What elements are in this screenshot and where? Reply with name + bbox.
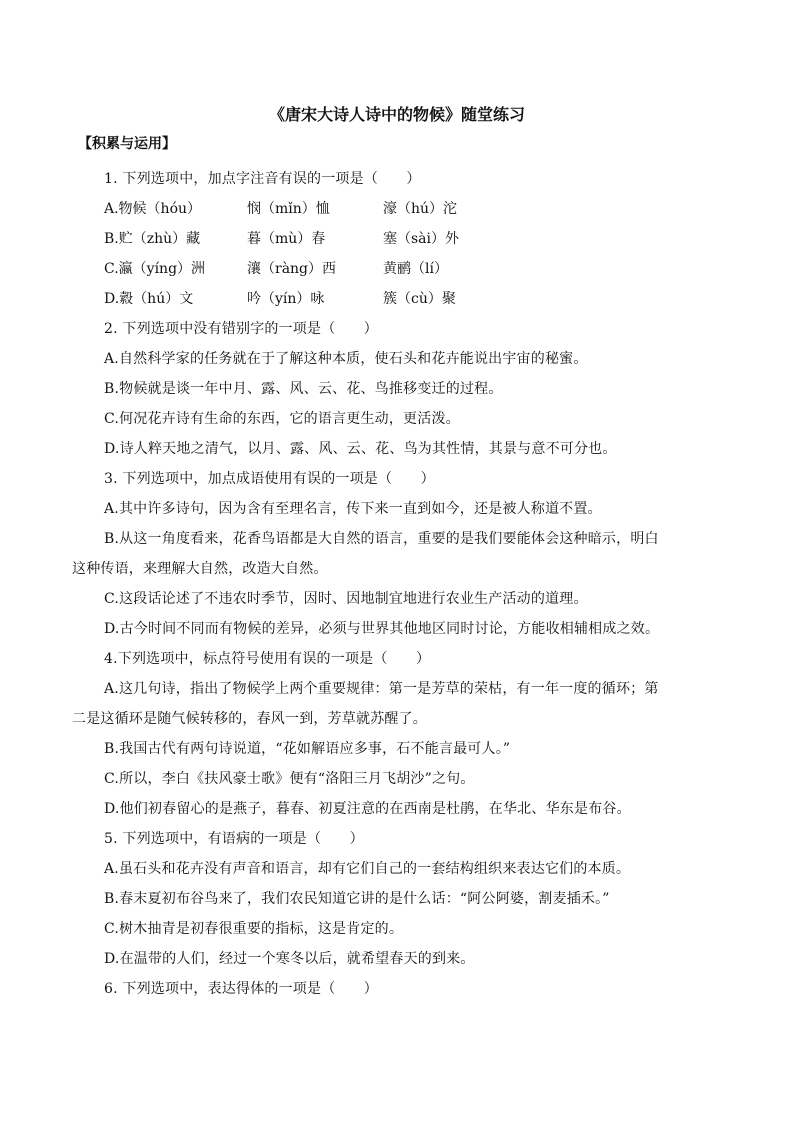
q1-option-d-item-1: D.縠（hú）文 xyxy=(104,291,194,307)
question-6-stem: 6. 下列选项中，表达得体的一项是（ ） xyxy=(104,981,379,997)
q1-option-b-item-2: 暮（mù）春 xyxy=(247,231,326,247)
question-1-row-d xyxy=(72,284,736,314)
section-heading: 【积累与运用】 xyxy=(78,136,176,152)
question-3-option-b-line-1: B.从这一角度看来，花香鸟语都是大自然的语言，重要的是我们要能体会这种暗示，明白 xyxy=(104,531,659,547)
question-4-option-a-line-1: A.这几句诗，指出了物候学上两个重要规律：第一是芳草的荣枯，有一年一度的循环；第 xyxy=(104,681,659,697)
page-title: 《唐宋大诗人诗中的物候》随堂练习 xyxy=(268,105,525,124)
q1-option-a-item-3: 濠（hú）沱 xyxy=(383,201,458,217)
question-5-option-a: A.虽石头和花卉没有声音和语言，却有它们自己的一套结构组织来表达它们的本质。 xyxy=(104,861,631,877)
q1-option-c-item-3: 黄鹂（lí） xyxy=(383,261,448,277)
question-1-stem: 1. 下列选项中，加点字注音有误的一项是（ ） xyxy=(104,171,421,187)
question-4-option-b: B.我国古代有两句诗说道，“花如解语应多事，石不能言最可人。” xyxy=(104,741,511,757)
question-2-option-b: B.物候就是谈一年中月、露、风、云、花、鸟推移变迁的过程。 xyxy=(104,381,503,397)
q1-option-c-item-1: C.瀛（yíng）洲 xyxy=(104,261,206,277)
q1-option-b-item-3: 塞（sài）外 xyxy=(383,231,460,247)
question-1-row-c xyxy=(72,254,736,284)
q1-option-c-item-2: 瀼（ràng）西 xyxy=(247,261,337,277)
question-5-option-c: C.树木抽青是初春很重要的指标，这是肯定的。 xyxy=(104,921,404,937)
q1-option-d-item-2: 吟（yín）咏 xyxy=(247,291,325,307)
question-2-option-a: A.自然科学家的任务就在于了解这种本质，使石头和花卉能说出宇宙的秘蜜。 xyxy=(104,351,588,367)
question-5-option-d: D.在温带的人们，经过一个寒冬以后，就希望春天的到来。 xyxy=(104,951,475,967)
q1-option-b-item-1: B.贮（zhù）藏 xyxy=(104,231,201,247)
question-4-option-d: D.他们初春留心的是燕子，暮春、初夏注意的在西南是杜鹃，在华北、华东是布谷。 xyxy=(104,801,631,817)
question-3-stem: 3. 下列选项中，加点成语使用有误的一项是（ ） xyxy=(104,471,435,487)
question-1-row-a xyxy=(72,194,736,224)
question-3-option-c: C.这段话论述了不违农时季节，因时、因地制宜地进行农业生产活动的道理。 xyxy=(104,591,588,607)
question-3-option-d: D.古今时间不同而有物候的差异，必须与世界其他地区同时讨论，方能收相辅相成之效。 xyxy=(104,621,660,637)
question-2-option-d: D.诗人粹天地之清气，以月、露、风、云、花、鸟为其性情，其景与意不可分也。 xyxy=(104,441,617,457)
question-4-option-a-line-2: 二是这循环是随气候转移的，春风一到，芳草就苏醒了。 xyxy=(72,711,427,727)
question-list xyxy=(72,164,736,1004)
question-4-stem: 4.下列选项中，标点符号使用有误的一项是（ ） xyxy=(104,651,431,667)
question-2-option-c: C.何况花卉诗有生命的东西，它的语言更生动，更活泼。 xyxy=(104,411,460,427)
question-3-option-a: A.其中许多诗句，因为含有至理名言，传下来一直到如今，还是被人称道不置。 xyxy=(104,501,602,517)
question-2-stem: 2. 下列选项中没有错别字的一项是（ ） xyxy=(104,321,379,337)
question-1-row-b xyxy=(72,224,736,254)
q1-option-a-item-1: A.物候（hóu） xyxy=(104,201,202,217)
question-5-stem: 5. 下列选项中，有语病的一项是（ ） xyxy=(104,831,364,847)
q1-option-d-item-3: 簇（cù）聚 xyxy=(383,291,456,307)
question-3-option-b-line-2: 这种传语，来理解大自然，改造大自然。 xyxy=(72,561,328,577)
question-5-option-b: B.春末夏初布谷鸟来了，我们农民知道它讲的是什么话：“阿公阿婆，割麦插禾。” xyxy=(104,891,610,907)
question-4-option-c: C.所以，李白《扶风豪士歌》便有“洛阳三月飞胡沙”之句。 xyxy=(104,771,475,787)
q1-option-a-item-2: 悯（mǐn）恤 xyxy=(247,201,330,217)
